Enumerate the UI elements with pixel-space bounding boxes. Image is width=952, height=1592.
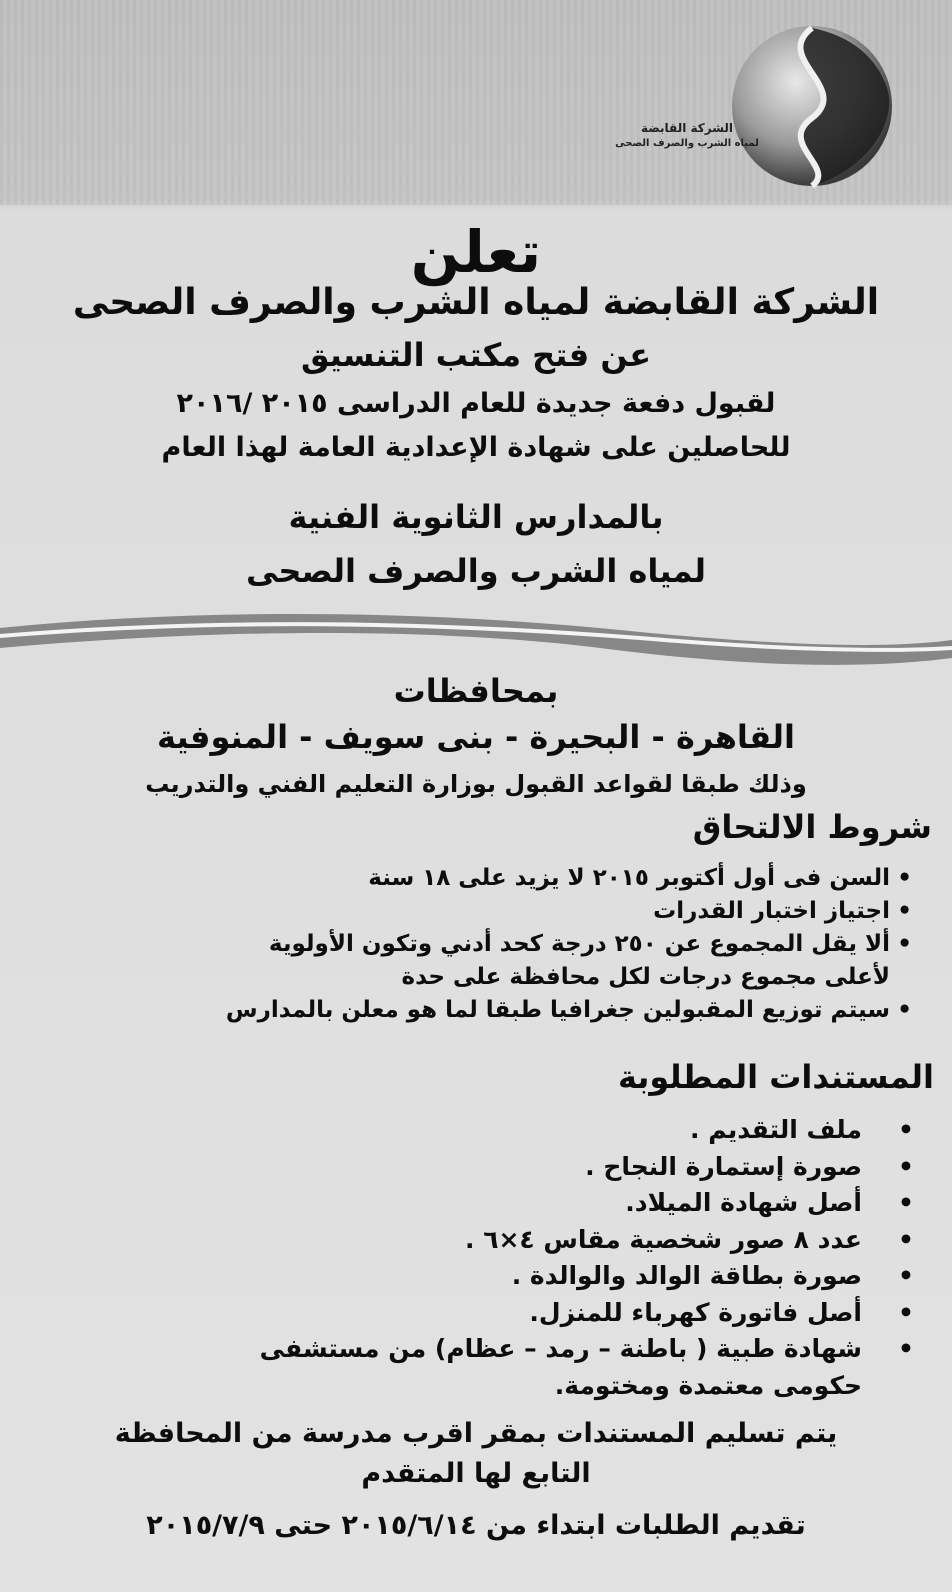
- bullet-icon: •: [898, 1334, 914, 1363]
- document-item: • شهادة طبية ( باطنة – رمد – عظام) من مستشفى: [32, 1331, 862, 1368]
- document-item-continued: حكومى معتمدة ومختومة.: [554, 1370, 862, 1400]
- company-logo-icon: [662, 18, 912, 198]
- bullet-icon: •: [898, 1115, 914, 1144]
- schools-line: بالمدارس الثانوية الفنية: [288, 498, 664, 536]
- condition-item: • السن فى أول أكتوبر ٢٠١٥ لا يزيد على ١٨ سنة: [32, 862, 912, 895]
- document-item: • أصل فاتورة كهرباء للمنزل.: [32, 1295, 862, 1332]
- document-item: • أصل شهادة الميلاد.: [32, 1185, 862, 1222]
- office-opening-line: عن فتح مكتب التنسيق: [300, 336, 652, 374]
- bullet-icon: •: [898, 1224, 914, 1254]
- conditions-heading: شروط الالتحاق: [692, 808, 932, 846]
- logo-caption: [612, 120, 762, 152]
- logo-line2: لمياه الشرب والصرف الصحى: [615, 138, 759, 149]
- governorates-list: القاهرة - البحيرة - بنى سويف - المنوفية: [157, 718, 795, 756]
- bullet-icon: •: [898, 1297, 914, 1327]
- condition-item-continued: لأعلى مجموع درجات لكل محافظة على حدة: [401, 964, 890, 990]
- delivery-instructions: يتم تسليم المستندات بمقر اقرب مدرسة من المحافظة: [114, 1418, 838, 1449]
- delivery-instructions-cont: التابع لها المتقدم: [361, 1458, 591, 1489]
- ad-title: تعلن: [410, 218, 542, 286]
- governorates-title: بمحافظات: [393, 672, 559, 710]
- document-item: • ملف التقديم .: [32, 1112, 862, 1149]
- company-name-line: الشركة القابضة لمياه الشرب والصرف الصحى: [72, 282, 880, 323]
- document-item: • صورة بطاقة الوالد والوالدة .: [32, 1258, 862, 1295]
- condition-item: • ألا يقل المجموع عن ٢٥٠ درجة كحد أدني وتكون الأولوية: [32, 928, 912, 961]
- conditions-list: [32, 862, 912, 1027]
- condition-item: • سيتم توزيع المقبولين جغرافيا طبقا لما هو معلن بالمدارس: [32, 994, 912, 1027]
- water-wave-divider: [0, 600, 952, 680]
- bullet-icon: •: [898, 1261, 914, 1290]
- logo-line1: الشركة القابضة: [640, 121, 734, 135]
- bullet-icon: •: [898, 1188, 914, 1217]
- document-item: • عدد ٨ صور شخصية مقاس ٤×٦ .: [32, 1222, 862, 1259]
- documents-list: [32, 1112, 914, 1404]
- application-dates: تقديم الطلبات ابتداء من ٢٠١٥/٦/١٤ حتى ٢٠١٥/٧/٩: [146, 1510, 806, 1541]
- regulations-note: وذلك طبقا لقواعد القبول بوزارة التعليم الفني والتدريب: [145, 770, 807, 798]
- eligibility-line: للحاصلين على شهادة الإعدادية العامة لهذا العام: [161, 432, 791, 463]
- schools-subline: لمياه الشرب والصرف الصحى: [246, 552, 706, 590]
- documents-heading: المستندات المطلوبة: [617, 1058, 934, 1096]
- condition-item: • اجتياز اختبار القدرات: [32, 895, 912, 928]
- bullet-icon: •: [898, 1151, 914, 1181]
- document-item: • صورة إستمارة النجاح .: [32, 1149, 862, 1186]
- academic-year-line: لقبول دفعة جديدة للعام الدراسى ٢٠١٥ /٢٠١٦: [176, 388, 776, 419]
